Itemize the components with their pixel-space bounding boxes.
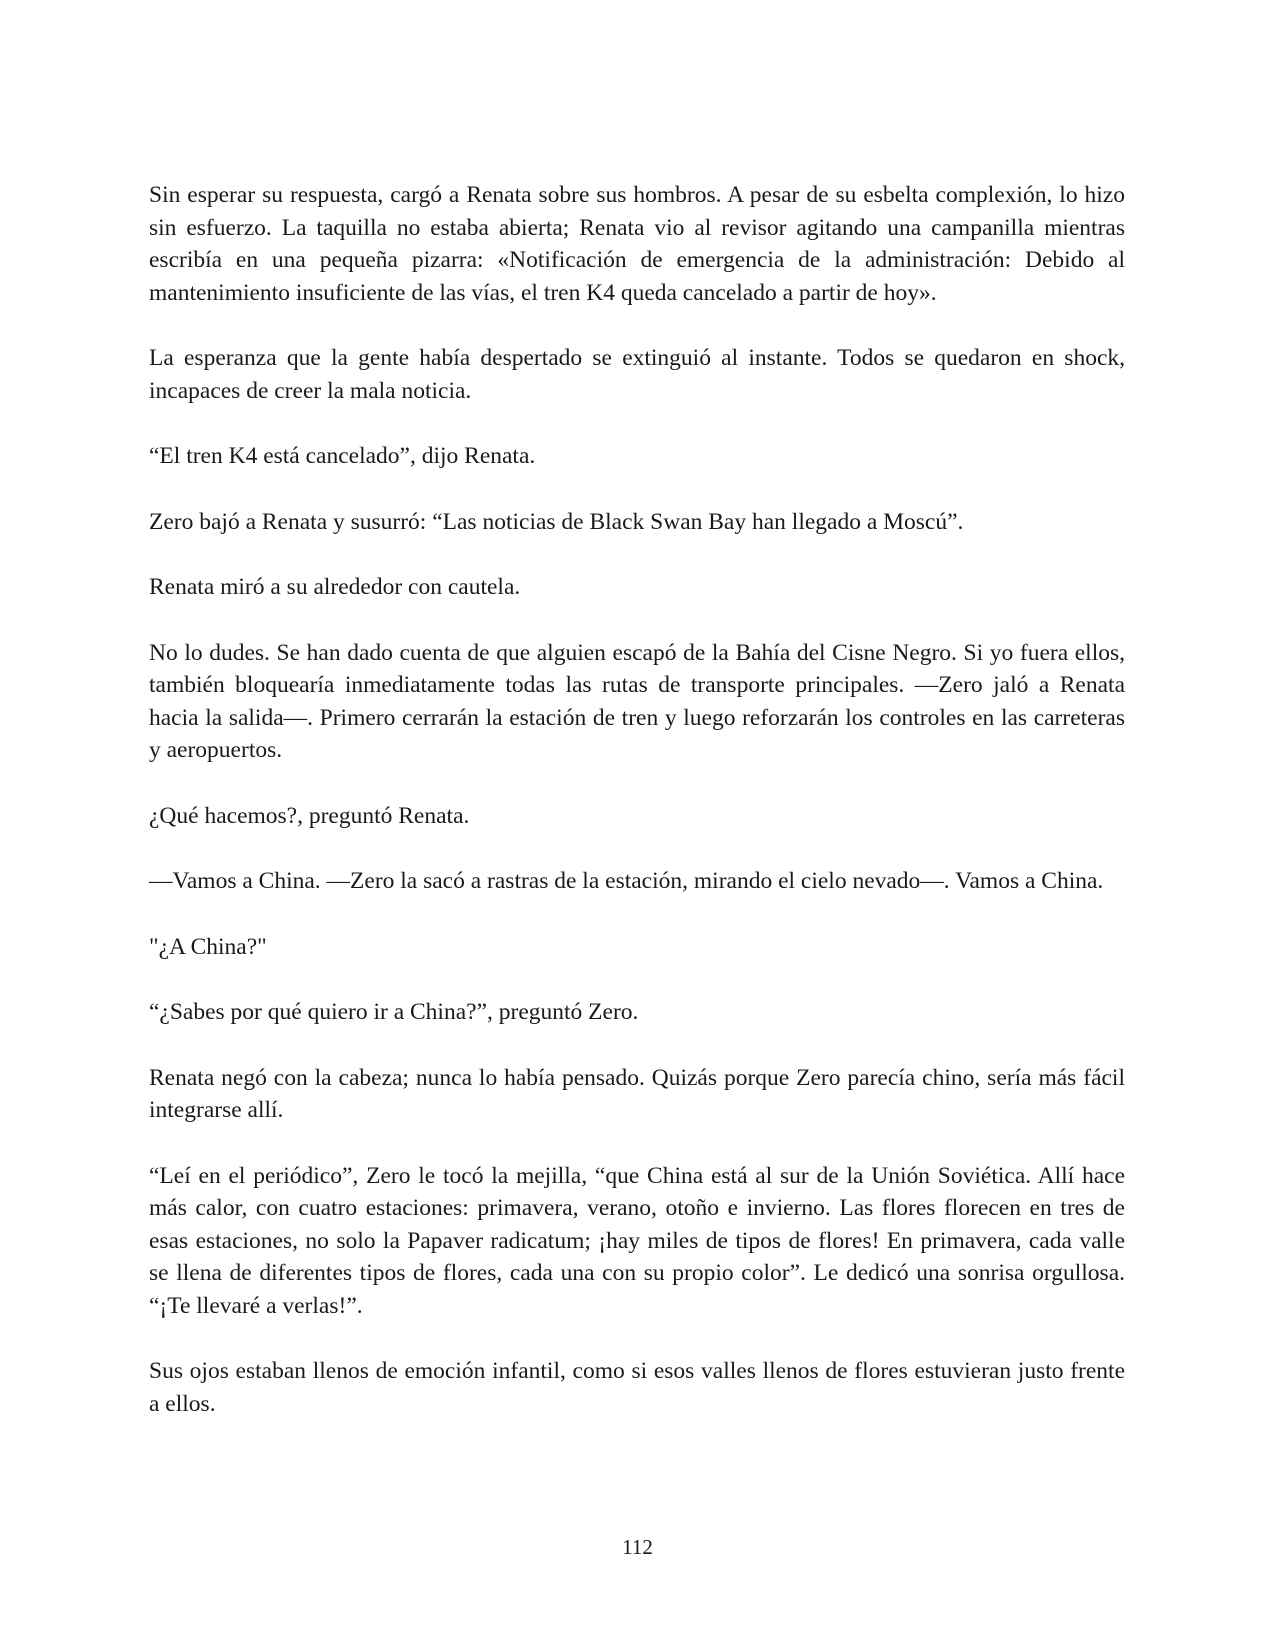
paragraph-2: La esperanza que la gente había despertado se extinguió al instante. Todos se quedaron en shock, incapaces de creer la mala noticia. [149, 345, 1125, 404]
paragraph-4: Zero bajó a Renata y susurró: “Las noticias de Black Swan Bay han llegado a Moscú”. [149, 508, 964, 535]
paragraph-5: Renata miró a su alrededor con cautela. [149, 574, 521, 600]
paragraph-9: "¿A China?" [149, 933, 267, 960]
paragraph-6: No lo dudes. Se han dado cuenta de que alguien escapó de la Bahía del Cisne Negro. Si yo fuera ellos, también bloquearía inmediatamente todas las rutas de transporte principales. —Zero jaló a Renata hacia la salida—. Primero cerrarán la estación de tren y luego reforzarán los controles en las carreteras y aeropuertos. [149, 639, 1125, 763]
body-text [149, 179, 1125, 1453]
paragraph-3: “El tren K4 está cancelado”, dijo Renata. [149, 443, 536, 469]
paragraph-13: Sus ojos estaban llenos de emoción infantil, como si esos valles llenos de flores estuvieran justo frente a ellos. [149, 1358, 1125, 1417]
paragraph-10: “¿Sabes por qué quiero ir a China?”, preguntó Zero. [149, 999, 639, 1025]
page-number: 112 [622, 1535, 653, 1559]
paragraph-11: Renata negó con la cabeza; nunca lo había pensado. Quizás porque Zero parecía chino, sería más fácil integrarse allí. [149, 1064, 1125, 1123]
paragraph-1: Sin esperar su respuesta, cargó a Renata sobre sus hombros. A pesar de su esbelta complexión, lo hizo sin esfuerzo. La taquilla no estaba abierta; Renata vio al revisor agitando una campanilla mientras escribía en una pequeña pizarra: «Notificación de emergencia de la administración: Debido al mantenimiento insuficiente de las vías, el tren K4 queda cancelado a partir de hoy». [149, 182, 1125, 306]
paragraph-7: ¿Qué hacemos?, preguntó Renata. [149, 802, 470, 829]
paragraph-12: “Leí en el periódico”, Zero le tocó la mejilla, “que China está al sur de la Unión Soviética. Allí hace más calor, con cuatro estaciones: primavera, verano, otoño e invierno. Las flores florecen en tres de esas estaciones, no solo la Papaver radicatum; ¡hay miles de tipos de flores! En primavera, cada valle se llena de diferentes tipos de flores, cada una con su propio color”. Le dedicó una sonrisa orgullosa. “¡Te llevaré a verlas!”. [149, 1162, 1125, 1319]
paragraph-8: —Vamos a China. —Zero la sacó a rastras de la estación, mirando el cielo nevado—. Vamos a China. [149, 868, 1104, 894]
